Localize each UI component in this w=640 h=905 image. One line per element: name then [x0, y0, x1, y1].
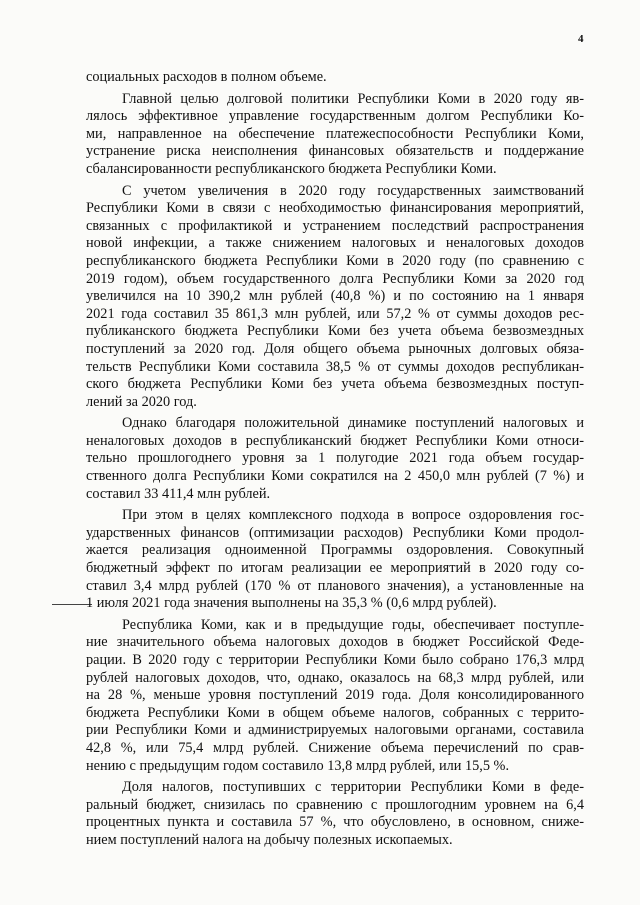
- text-line: Республики Коми в связи с необходимостью финансирования мероприятий,: [86, 200, 584, 217]
- text-line: При этом в целях комплексного подхода в вопросе оздоровления гос-: [122, 507, 584, 524]
- text-line: рии Республики Коми и администрируемых налоговыми органами, составила: [86, 722, 584, 739]
- text-line: 1 июля 2021 года значения выполнены на 35,3 % (0,6 млрд рублей).: [86, 595, 497, 612]
- text-line: поступлений за 2020 год. Доля общего объема рыночных долговых обяза-: [86, 340, 584, 357]
- text-line: лений за 2020 год.: [86, 393, 197, 410]
- text-line: лялось эффективное управление государственным долгом Республики Ко-: [86, 108, 584, 125]
- paragraph: [86, 183, 584, 412]
- text-line: увеличился на 10 390,2 млн рублей (40,8 %) и по состоянию на 1 января: [86, 288, 584, 305]
- text-line: ральный бюджет, снизилась по сравнению с прошлогодним уровнем на 6,4: [86, 796, 584, 813]
- text-line: ского бюджета Республики Коми без учета объема безвозмездных поступ-: [86, 376, 584, 393]
- paragraph: [86, 507, 584, 613]
- text-line: С учетом увеличения в 2020 году государственных заимствований: [122, 182, 584, 199]
- document-body: [86, 69, 584, 850]
- text-line: социальных расходов в полном объеме.: [86, 69, 327, 85]
- text-line: ми, направленное на обеспечение платежеспособности Республики Коми,: [86, 125, 584, 142]
- text-line: публиканского бюджета Республики Коми без учета объема безвозмездных: [86, 323, 584, 340]
- paragraph: [86, 415, 584, 503]
- text-line: Главной целью долговой политики Республики Коми в 2020 году яв-: [122, 90, 584, 107]
- text-line: Доля налогов, поступивших с территории Республики Коми в феде-: [122, 779, 584, 796]
- paragraph: [86, 69, 584, 87]
- text-line: Однако благодаря положительной динамике поступлений налоговых и: [122, 415, 584, 432]
- text-line: ние значительного объема налоговых доходов в бюджет Российской Феде-: [86, 634, 584, 651]
- text-line: тельств Республики Коми составила 38,5 % от суммы доходов республикан-: [86, 358, 584, 375]
- text-line: бюджета Республики Коми в общем объеме налогов, собранных с террито-: [86, 704, 584, 721]
- text-line: Республика Коми, как и в предыдущие годы, обеспечивает поступле-: [122, 616, 584, 633]
- text-line: 2021 года составил 35 861,3 млн рублей, или 57,2 % от суммы доходов рес-: [86, 305, 584, 322]
- text-line: процентных пункта и составила 57 %, что обусловлено, в основном, сниже-: [86, 814, 584, 831]
- text-line: сбалансированности республиканского бюджета Республики Коми.: [86, 160, 497, 177]
- text-line: нению с предыдущим годом составило 13,8 млрд рублей, или 15,5 %.: [86, 757, 510, 774]
- text-line: республиканского бюджета Республики Коми в 2020 году (по сравнению с: [86, 252, 584, 269]
- paragraph: [86, 91, 584, 179]
- text-line: ставил 3,4 млрд рублей (170 % от планового значения), а установленные на: [86, 577, 584, 594]
- text-line: устранение риска неисполнения финансовых обязательств и поддержание: [86, 143, 584, 160]
- page-number: 4: [578, 33, 584, 45]
- text-line: неналоговых доходов в республиканский бюджет Республики Коми относи-: [86, 432, 584, 449]
- text-line: ударственных финансов (оптимизации расходов) Республики Коми продол-: [86, 524, 584, 541]
- text-line: ственного долга Республики Коми сократился на 2 450,0 млн рублей (7 %) и: [86, 468, 584, 485]
- text-line: жается реализация одноименной Программы оздоровления. Совокупный: [86, 542, 584, 559]
- text-line: нием поступлений налога на добычу полезных ископаемых.: [86, 831, 453, 848]
- text-line: тельно прошлогоднего уровня за 1 полугодие 2021 года объем государ-: [86, 450, 584, 467]
- text-line: связанных с профилактикой и устранением последствий распространения: [86, 217, 584, 234]
- text-line: рублей налоговых доходов, что, однако, оказалось на 68,3 млрд рублей, или: [86, 669, 584, 686]
- text-line: 2019 годом), объем государственного долга Республики Коми за 2020 год: [86, 270, 584, 287]
- text-line: рации. В 2020 году с территории Республики Коми было собрано 176,3 млрд: [86, 652, 584, 668]
- text-line: на 28 %, меньше уровня поступлений 2019 года. Доля консолидированного: [86, 687, 584, 704]
- text-line: 42,8 %, или 75,4 млрд рублей. Снижение объема перечислений по срав-: [86, 739, 584, 756]
- paragraph: [86, 779, 584, 849]
- text-line: составил 33 411,4 млн рублей.: [86, 485, 271, 502]
- paragraph: [86, 617, 584, 775]
- text-line: новой инфекции, а также снижением налоговых и неналоговых доходов: [86, 235, 584, 252]
- text-line: бюджетный эффект по итогам реализации ее мероприятий в 2020 году со-: [86, 560, 584, 577]
